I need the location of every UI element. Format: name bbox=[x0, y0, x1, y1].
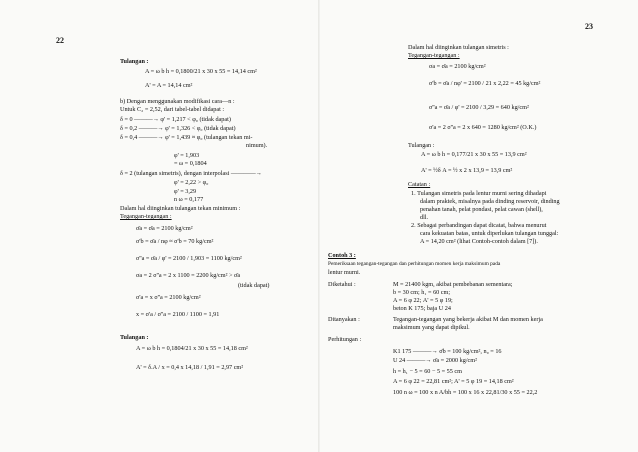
text-line: nimum). bbox=[246, 142, 268, 149]
text-line: penahan tanah, pelat pondasi, pelat cawan (shell), bbox=[420, 206, 543, 213]
text-line: Tegangan-tegangan yang bekerja akibat M dan momen kerja bbox=[393, 316, 543, 323]
text-line: x = σ'a / σ''a = 2100 / 1100 = 1,91 bbox=[136, 311, 220, 318]
text-line: A = ω b h = 0,1800/21 x 30 x 55 = 14,14 cm² bbox=[145, 68, 257, 75]
text-line: Tegangan-tegangan : bbox=[408, 52, 460, 59]
text-line: A = ω b h = 0,1804/21 x 30 x 55 = 14,18 cm² bbox=[136, 345, 248, 352]
text-line: A' = ½δ A = ½ x 2 x 13,9 = 13,9 cm² bbox=[421, 167, 513, 174]
text-line: Pemeriksaan tegangan-tegangan dan perhitungan momen kerja maksimum pada bbox=[328, 261, 501, 267]
text-line: δ = 0 ———→ φ' = 1,217 < φ₀ (tidak dapat) bbox=[120, 116, 231, 123]
text-line: Dalam hal diinginkan tulangan simetris : bbox=[408, 44, 509, 51]
text-line: A' = A = 14,14 cm² bbox=[145, 82, 193, 89]
text-line: = ω = 0,1804 bbox=[174, 160, 207, 167]
text-line: φ' = 1,903 bbox=[174, 152, 200, 159]
text-line: M = 21400 kgm, akibat pembebanan sementara; bbox=[393, 281, 513, 288]
page-number-left: 22 bbox=[56, 36, 64, 45]
text-line: h = h₁ − 5 = 60 − 5 = 55 cm bbox=[393, 368, 462, 375]
text-line: φ' = 3,29 bbox=[174, 188, 197, 195]
text-line: U 24 ———→ σ̄a = 2000 kg/cm² bbox=[393, 357, 477, 364]
text-line: Contoh 3 : bbox=[328, 252, 356, 259]
text-line: beton K 175; baja U 24 bbox=[393, 305, 451, 312]
text-line: Tulangan : bbox=[408, 142, 435, 149]
text-line: lentur murni. bbox=[328, 269, 361, 276]
text-line: 2. Sebagai perbandingan dapat dicatat, bahwa menurut bbox=[411, 222, 547, 229]
right-page bbox=[319, 0, 638, 452]
text-line: Catatan : bbox=[408, 181, 431, 188]
text-line: dalam praktek, misalnya pada dinding reservoir, dinding bbox=[420, 198, 560, 205]
text-line: δ = 2 (tulangan simetris), dengan interpolasi ————→ bbox=[120, 170, 262, 177]
text-line: Diketahui : bbox=[328, 281, 356, 288]
text-line: A = 6 φ 22; A' = 5 φ 19; bbox=[393, 297, 453, 304]
text-line: φ' = 2,22 > φ₀ bbox=[174, 179, 209, 186]
text-line: Tulangan : bbox=[120, 334, 149, 341]
text-line: σ''a = σ̄a / φ' = 2100 / 1,903 = 1100 kg/cm² bbox=[136, 255, 242, 262]
text-line: σa = 2 σ''a = 2 x 1100 = 2200 kg/cm² > σ̄a bbox=[136, 272, 241, 279]
text-line: δ = 0,4 ———→ φ' = 1,439 ≈ φ₀ (tulangan tekan mi- bbox=[120, 134, 253, 141]
text-line: σ'a = x σ''a = 2100 kg/cm² bbox=[136, 294, 201, 301]
text-line: (tidak dapat) bbox=[238, 282, 270, 289]
text-line: Tegangan-tegangan : bbox=[120, 213, 172, 220]
text-line: b = 30 cm; h₁ = 60 cm; bbox=[393, 289, 451, 296]
page-number-right: 23 bbox=[585, 22, 593, 31]
text-line: maksimum yang dapat dipikul. bbox=[393, 324, 470, 331]
text-line: A' = δ.A / x = 0,4 x 14,18 / 1,91 = 2,97 cm² bbox=[136, 364, 244, 371]
text-line: σ'a = 2 σ''a = 2 x 640 = 1280 kg/cm² (O.K.) bbox=[429, 124, 537, 131]
text-line: σ'b = σ̄a / nφ ≈ σ'b = 70 kg/cm² bbox=[136, 238, 214, 245]
text-line: 1. Tulangan simetris pada lentur murni sering dihadapi bbox=[411, 190, 547, 197]
text-line: A = 6 φ 22 = 22,81 cm²; A' = 5 φ 19 = 14,18 cm² bbox=[393, 378, 514, 385]
text-line: Dalam hal diinginkan tulangan tekan minimum : bbox=[120, 205, 241, 212]
text-line: σ̄a = σ̄a = 2100 kg/cm² bbox=[136, 225, 193, 232]
text-line: Perhitungan : bbox=[328, 336, 362, 343]
text-line: Untuk C₂ = 2,52, dari tabel-tabel didapat : bbox=[120, 106, 225, 113]
text-line: δ = 0,2 ———→ φ' = 1,326 < φ₀ (tidak dapat) bbox=[120, 125, 236, 132]
text-line: σ''a = σ̄a / φ' = 2100 / 3,29 = 640 kg/cm² bbox=[429, 104, 529, 111]
text-line: cara kekuatan batas, untuk diperlukan tulangan tunggal: bbox=[420, 230, 559, 237]
text-line: n ω = 0,177 bbox=[174, 196, 204, 203]
text-line: Tulangan : bbox=[120, 58, 149, 65]
text-line: dll. bbox=[420, 214, 429, 221]
text-line: b) Dengan menggunakan modifikasi cara—n : bbox=[120, 98, 235, 105]
text-line: 100 n ω = 100 x n A/bh = 100 x 16 x 22,81/30 x 55 = 22,2 bbox=[393, 389, 538, 396]
text-line: Ditanyakan : bbox=[328, 316, 360, 323]
text-line: K1 175 ———→ σ̄b = 100 kg/cm², n₀ = 16 bbox=[393, 348, 502, 355]
text-line: A = ω b h = 0,177/21 x 30 x 55 = 13,9 cm² bbox=[421, 151, 527, 158]
text-line: A = 14,20 cm² (lihat Contoh-contoh dalam [7]). bbox=[420, 238, 538, 245]
text-line: σa = σ̄a = 2100 kg/cm² bbox=[429, 63, 486, 70]
text-line: σ'b = σ̄a / nφ' = 2100 / 21 x 2,22 = 45 kg/cm² bbox=[429, 80, 541, 87]
